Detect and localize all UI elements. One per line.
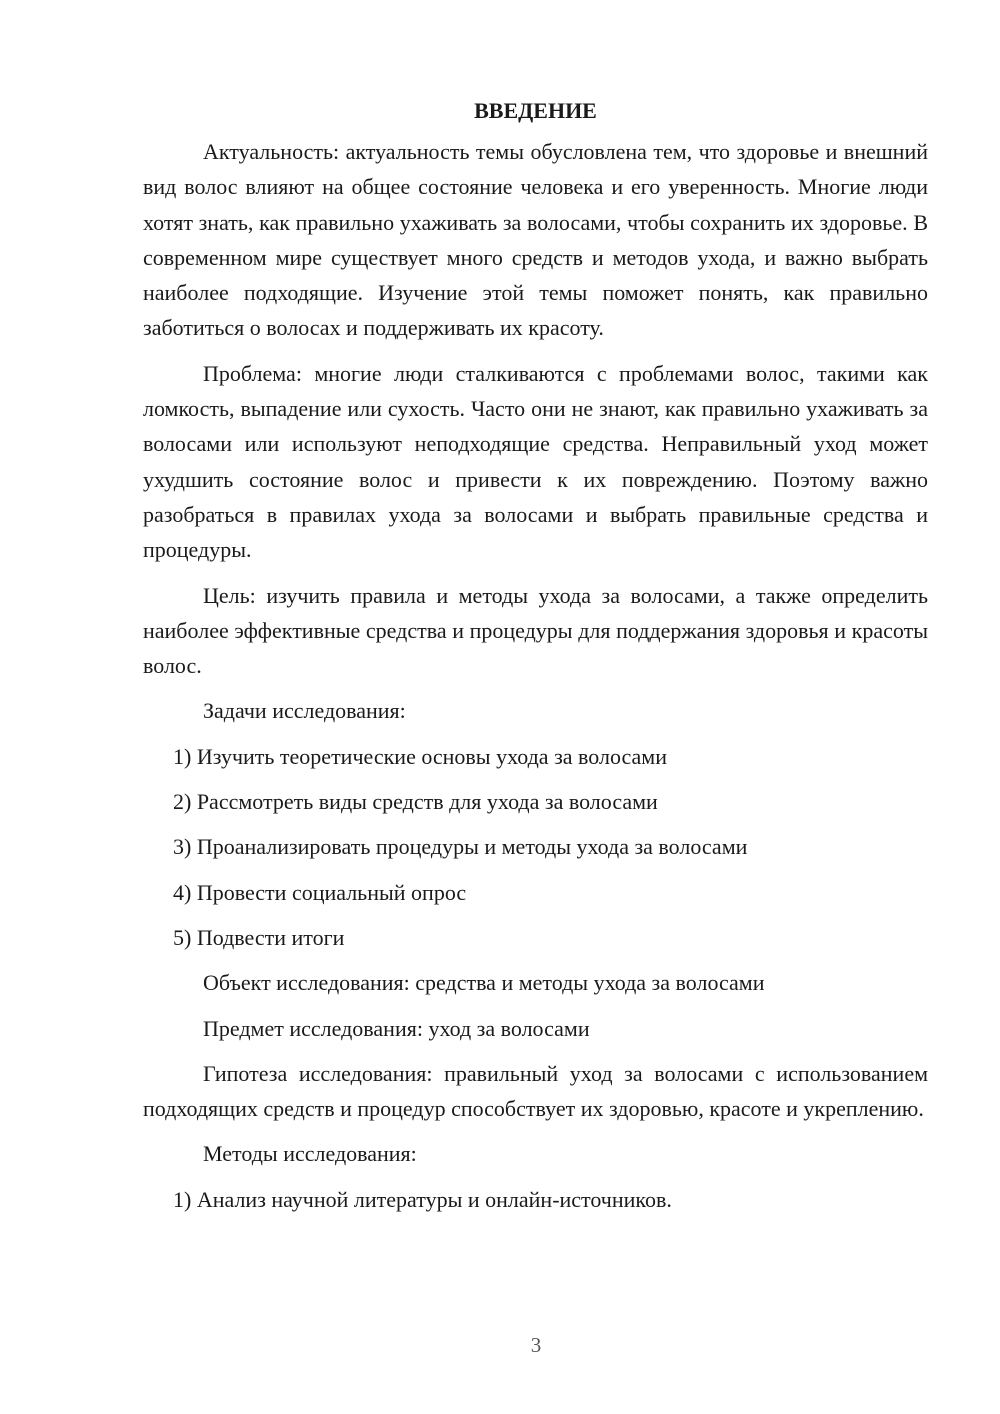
document-page [143, 96, 928, 1227]
page-number: 3 [530, 1333, 542, 1357]
method-item: 1) Анализ научной литературы и онлайн-источников. [173, 1186, 672, 1212]
goal-paragraph: Цель: изучить правила и методы ухода за волосами, а также определить наиболее эффективные средства и процедуры для поддержания здоровья и красоты волос. [143, 582, 928, 679]
tasks-title: Задачи исследования: [203, 698, 406, 724]
research-subject: Предмет исследования: уход за волосами [203, 1015, 590, 1041]
research-object: Объект исследования: средства и методы ухода за волосами [203, 970, 765, 996]
task-item: 5) Подвести итоги [173, 924, 345, 950]
relevance-paragraph: Актуальность: актуальность темы обусловлена тем, что здоровье и внешний вид волос влияют на общее состояние человека и его уверенность. Многие люди хотят знать, как правильно ухаживать за волосами, чтобы сохранить их здоровье. В современном мире существует много средств и методов ухода, и важно выбрать наиболее подходящие. Изучение этой темы поможет понять, как правильно заботиться о волосах и поддерживать их красоту. [143, 139, 928, 341]
task-item: 1) Изучить теоретические основы ухода за волосами [173, 743, 667, 769]
task-item: 4) Провести социальный опрос [173, 879, 467, 905]
task-item: 2) Рассмотреть виды средств для ухода за волосами [173, 789, 658, 815]
problem-paragraph: Проблема: многие люди сталкиваются с проблемами волос, такими как ломкость, выпадение или сухость. Часто они не знают, как правильно ухаживать за волосами или используют неподходящие средства. Неправильный уход может ухудшить состояние волос и привести к их повреждению. Поэтому важно разобраться в правилах ухода за волосами и выбрать правильные средства и процедуры. [143, 360, 928, 563]
hypothesis-paragraph: Гипотеза исследования: правильный уход за волосами с использованием подходящих средств и процедур способствует их здоровью, красоте и укреплению. [143, 1060, 928, 1122]
task-item: 3) Проанализировать процедуры и методы ухода за волосами [173, 834, 748, 860]
methods-title: Методы исследования: [203, 1141, 417, 1167]
section-heading: ВВЕДЕНИЕ [474, 98, 597, 123]
